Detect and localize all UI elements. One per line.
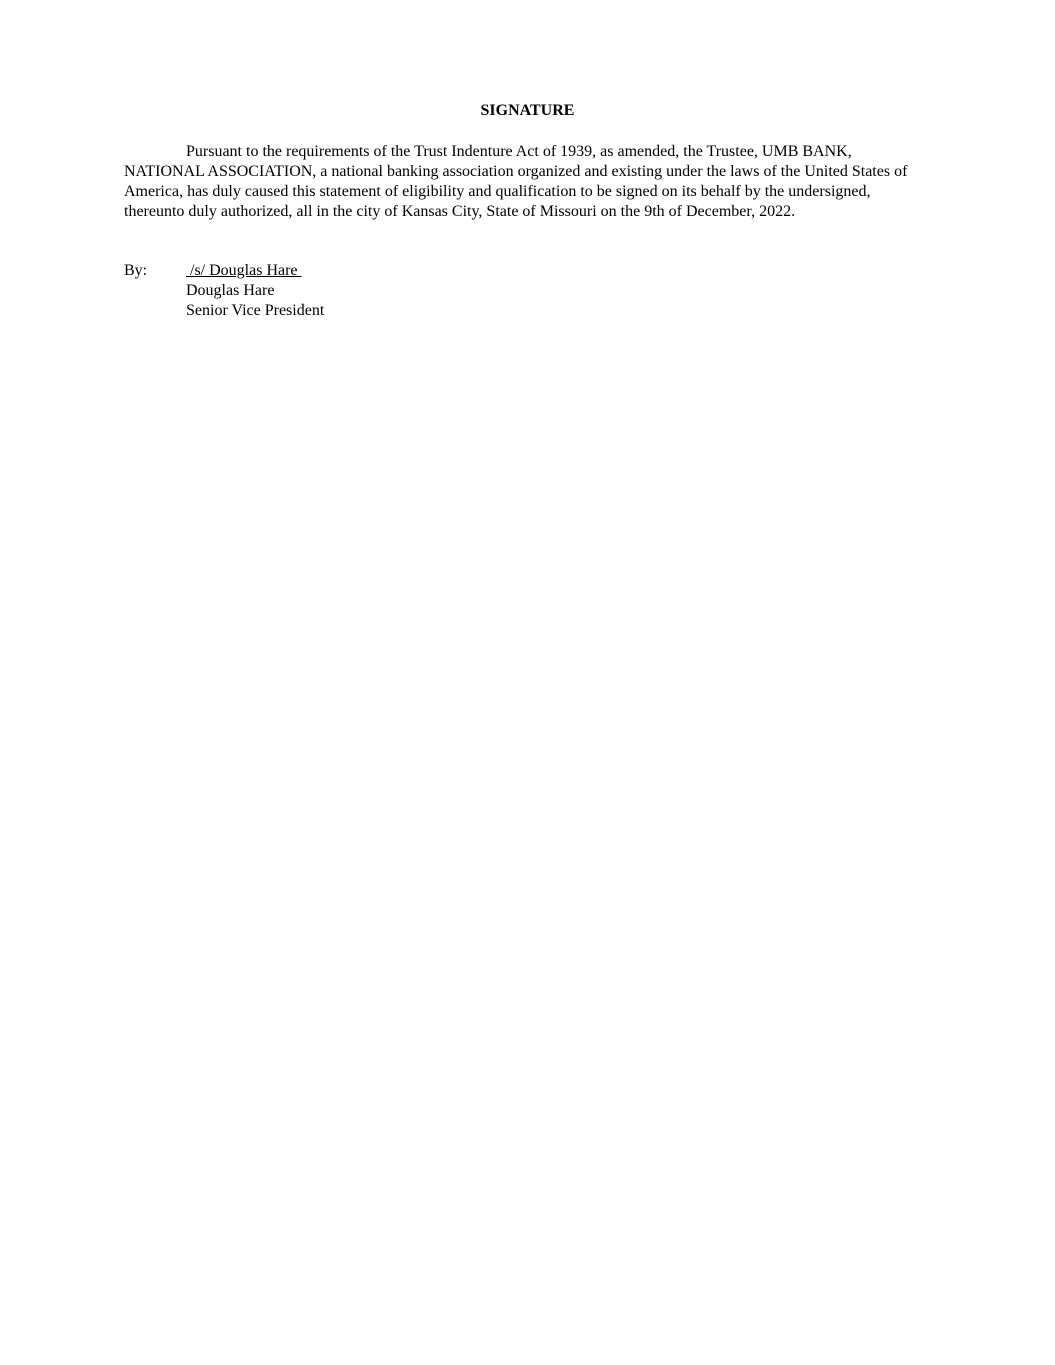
body-paragraph: Pursuant to the requirements of the Trust Indenture Act of 1939, as amended, the Trustee, UMB BANK, NATIONAL ASSOCIATION, a national banking association organized and existing under the laws of the United States of America, has duly caused this statement of eligibility and qualification to be signed on its behalf by the undersigned, thereunto duly authorized, all in the city of Kansas City, State of Missouri on the 9th of December, 2022. xyxy=(124,143,908,220)
document-heading: SIGNATURE xyxy=(480,102,575,119)
signer-title: Senior Vice President xyxy=(186,302,325,319)
signature-line: /s/ Douglas Hare xyxy=(186,262,302,279)
signer-name: Douglas Hare xyxy=(186,282,275,299)
signer-name-row xyxy=(124,281,624,301)
signer-name-spacer xyxy=(124,281,186,301)
by-label: By: xyxy=(124,262,148,279)
signer-title-spacer xyxy=(124,301,186,321)
signature-row xyxy=(124,261,624,281)
signer-title-row xyxy=(124,301,624,321)
signature-block xyxy=(124,261,624,321)
